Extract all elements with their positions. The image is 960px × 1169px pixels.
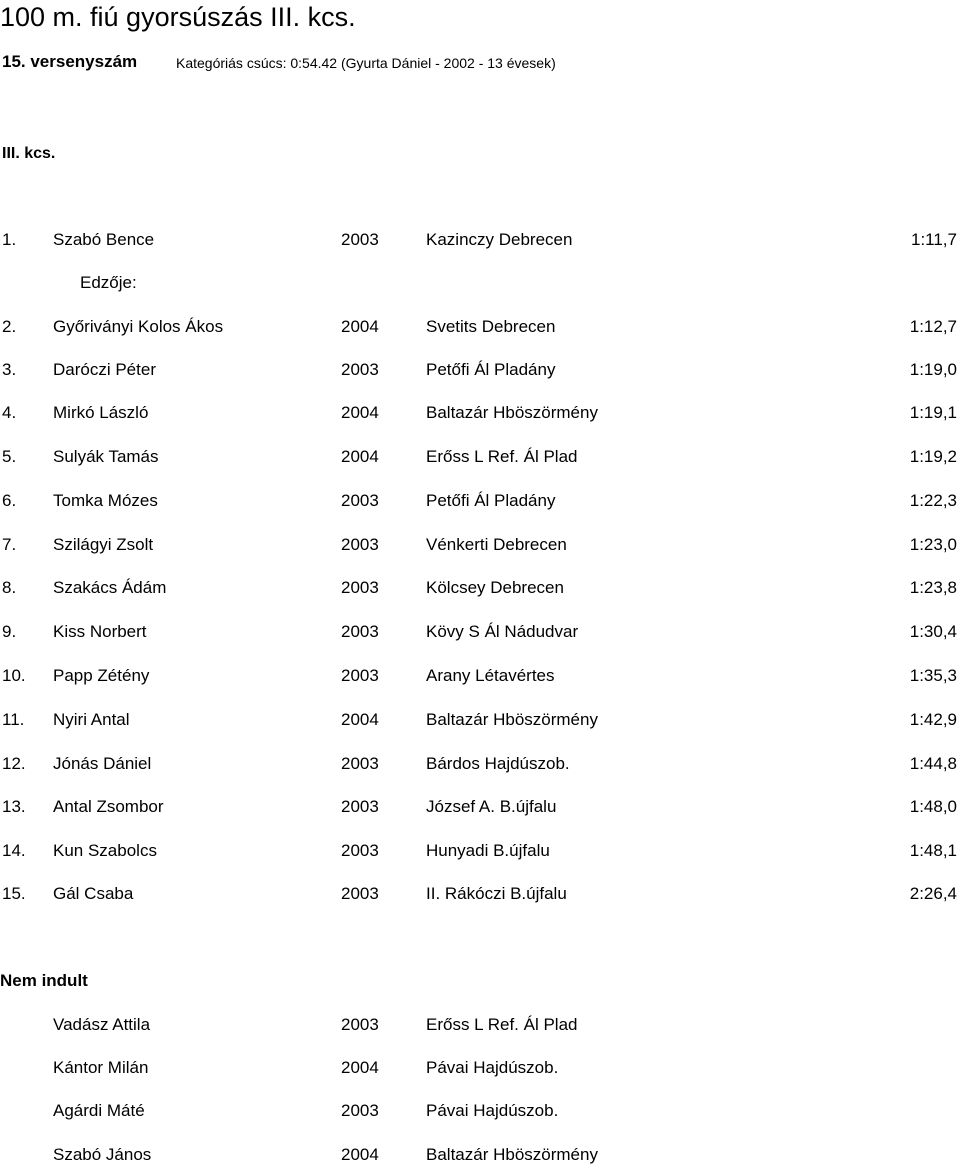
result-row: [0, 710, 960, 734]
result-club: Hunyadi B.újfalu: [426, 841, 550, 860]
result-place: 8.: [2, 578, 17, 597]
dns-name: Agárdi Máté: [53, 1101, 145, 1120]
result-place: 3.: [2, 360, 17, 379]
result-year: 2004: [341, 403, 379, 422]
result-time: 1:23,0: [909, 535, 957, 554]
result-name: Nyiri Antal: [53, 710, 130, 729]
result-row: [0, 360, 960, 384]
dns-name: Kántor Milán: [53, 1058, 149, 1077]
result-place: 2.: [2, 317, 17, 336]
result-time: 1:44,8: [909, 754, 957, 773]
dns-name: Szabó János: [53, 1145, 152, 1164]
result-place: 13.: [2, 797, 26, 816]
result-row: [0, 797, 960, 821]
result-name: Szabó Bence: [53, 230, 155, 249]
coach-label: Edzője:: [80, 273, 137, 292]
dns-club: Pávai Hajdúszob.: [426, 1058, 559, 1077]
result-place: 7.: [2, 535, 17, 554]
dns-club: Baltazár Hböszörmény: [426, 1145, 598, 1164]
result-time: 1:30,4: [909, 622, 957, 641]
result-name: Sulyák Tamás: [53, 447, 159, 466]
result-time: 1:11,7: [910, 230, 957, 249]
dns-year: 2003: [341, 1015, 379, 1034]
result-time: 1:19,0: [909, 360, 957, 379]
category-record: Kategóriás csúcs: 0:54.42 (Gyurta Dániel - 2002 - 13 évesek): [176, 55, 556, 71]
result-name: Kiss Norbert: [53, 622, 147, 641]
result-year: 2003: [341, 491, 379, 510]
result-club: Kövy S Ál Nádudvar: [426, 622, 579, 641]
result-club: Bárdos Hajdúszob.: [426, 754, 570, 773]
result-row: [0, 491, 960, 515]
result-row: [0, 754, 960, 778]
result-row: [0, 578, 960, 602]
result-row: [0, 403, 960, 427]
result-year: 2003: [341, 666, 379, 685]
result-row: [0, 535, 960, 559]
result-place: 15.: [2, 884, 26, 903]
result-row: [0, 841, 960, 865]
result-time: 1:22,3: [909, 491, 957, 510]
result-club: Erőss L Ref. Ál Plad: [426, 447, 578, 466]
result-row: [0, 230, 960, 254]
result-year: 2003: [341, 360, 379, 379]
category-heading: III. kcs.: [2, 145, 56, 162]
result-place: 5.: [2, 447, 17, 466]
result-club: József A. B.újfalu: [426, 797, 557, 816]
result-time: 1:23,8: [909, 578, 957, 597]
result-year: 2003: [341, 622, 379, 641]
result-year: 2003: [341, 884, 379, 903]
dns-year: 2004: [341, 1145, 379, 1164]
result-time: 1:12,7: [909, 317, 957, 336]
result-name: Gál Csaba: [53, 884, 134, 903]
result-year: 2003: [341, 535, 379, 554]
result-name: Tomka Mózes: [53, 491, 158, 510]
result-time: 1:35,3: [909, 666, 957, 685]
dns-club: Erőss L Ref. Ál Plad: [426, 1015, 578, 1034]
result-time: 1:19,1: [909, 403, 957, 422]
result-row: [0, 666, 960, 690]
result-club: Baltazár Hböszörmény: [426, 403, 598, 422]
result-year: 2003: [341, 841, 379, 860]
result-name: Szakács Ádám: [53, 578, 167, 597]
event-number: 15. versenyszám: [2, 52, 138, 71]
result-place: 6.: [2, 491, 17, 510]
result-name: Szilágyi Zsolt: [53, 535, 154, 554]
result-year: 2003: [341, 797, 379, 816]
page-title: 100 m. fiú gyorsúszás III. kcs.: [0, 2, 356, 32]
result-year: 2003: [341, 754, 379, 773]
result-year: 2004: [341, 317, 379, 336]
did-not-start-row: [0, 1058, 960, 1082]
did-not-start-row: [0, 1015, 960, 1039]
result-year: 2003: [341, 230, 379, 249]
result-name: Antal Zsombor: [53, 797, 164, 816]
result-time: 1:48,0: [909, 797, 957, 816]
result-name: Győriványi Kolos Ákos: [53, 317, 224, 336]
dns-name: Vadász Attila: [53, 1015, 151, 1034]
result-row: [0, 884, 960, 908]
result-club: Kazinczy Debrecen: [426, 230, 573, 249]
result-name: Kun Szabolcs: [53, 841, 157, 860]
dns-year: 2003: [341, 1101, 379, 1120]
result-club: Petőfi Ál Pladány: [426, 491, 556, 510]
result-club: Svetits Debrecen: [426, 317, 556, 336]
result-place: 12.: [2, 754, 26, 773]
result-club: II. Rákóczi B.újfalu: [426, 884, 567, 903]
result-row: [0, 447, 960, 471]
result-place: 11.: [2, 710, 25, 729]
result-year: 2004: [341, 447, 379, 466]
result-time: 2:26,4: [909, 884, 957, 903]
result-place: 1.: [2, 230, 17, 249]
result-row: [0, 317, 960, 341]
did-not-start-row: [0, 1145, 960, 1169]
result-place: 9.: [2, 622, 17, 641]
did-not-start-row: [0, 1101, 960, 1125]
result-time: 1:42,9: [909, 710, 957, 729]
result-row: [0, 622, 960, 646]
result-name: Mirkó László: [53, 403, 149, 422]
did-not-start-heading: Nem indult: [0, 971, 88, 990]
result-club: Arany Létavértes: [426, 666, 555, 685]
dns-year: 2004: [341, 1058, 379, 1077]
result-club: Baltazár Hböszörmény: [426, 710, 598, 729]
dns-club: Pávai Hajdúszob.: [426, 1101, 559, 1120]
result-name: Daróczi Péter: [53, 360, 156, 379]
result-club: Vénkerti Debrecen: [426, 535, 567, 554]
result-club: Petőfi Ál Pladány: [426, 360, 556, 379]
result-place: 4.: [2, 403, 17, 422]
result-time: 1:19,2: [909, 447, 957, 466]
result-year: 2004: [341, 710, 379, 729]
result-club: Kölcsey Debrecen: [426, 578, 564, 597]
result-place: 14.: [2, 841, 26, 860]
result-place: 10.: [2, 666, 26, 685]
result-time: 1:48,1: [909, 841, 957, 860]
result-year: 2003: [341, 578, 379, 597]
result-name: Papp Zétény: [53, 666, 150, 685]
result-name: Jónás Dániel: [53, 754, 152, 773]
